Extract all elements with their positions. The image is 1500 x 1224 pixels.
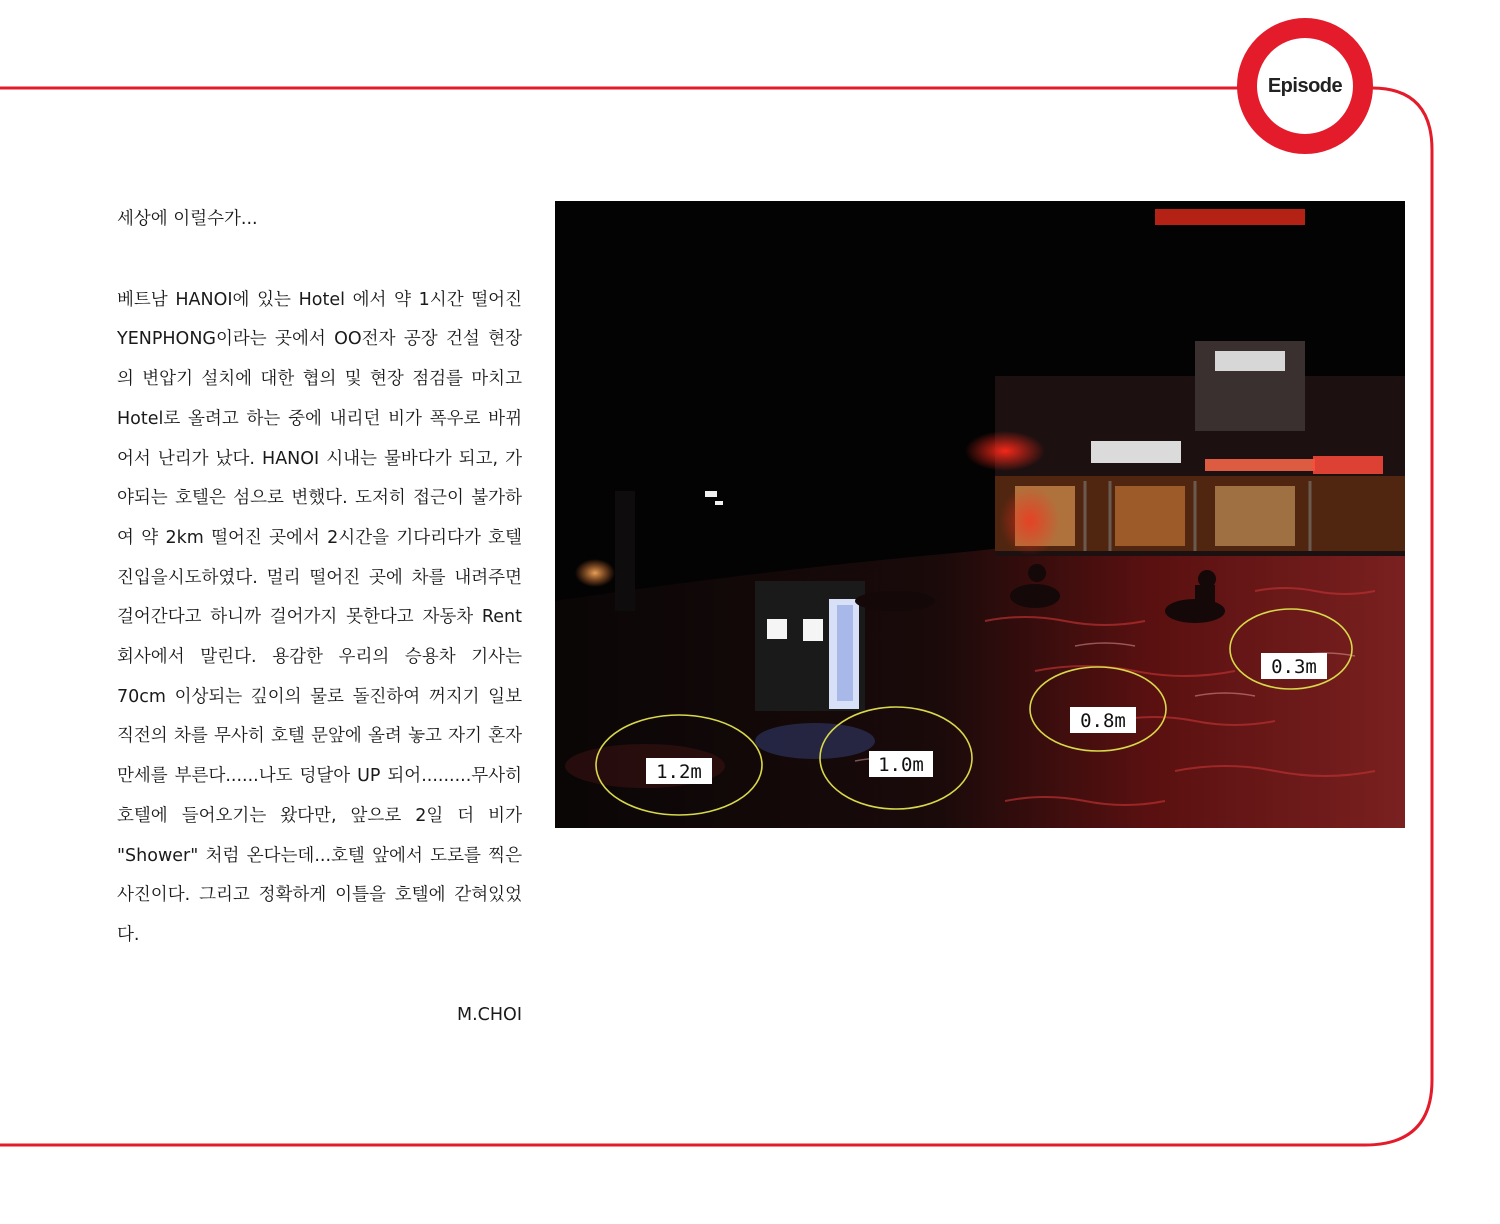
- author-signature: M.CHOI: [457, 1004, 522, 1025]
- depth-label-3: [1070, 707, 1136, 733]
- flood-photo: [555, 201, 1405, 828]
- depth-label-1: [646, 758, 712, 784]
- episode-body: 베트남 HANOI에 있는 Hotel 에서 약 1시간 떨어진 YENPHONG이라는 곳에서 OO전자 공장 건설 현장의 변압기 설치에 대한 협의 및 현장 점검를 마치고Hotel로 올려고 하는 중에 내리던 비가 폭우로 바뀌어서 난리가 났다. HANOI 시내는 물바다가 되고, 가야되는 호텔은 섬으로 변했다. 도저히 접근이 불가하여 약 2km 떨어진 곳에서 2시간을 기다리다가 호텔 진입을시도하였다. 멀리 떨어진 곳에 차를 내려주면 걸어간다고 하니까 걸어가지 못한다고 자동차 Rent 회사에서 말린다. 용감한 우리의 승용차 기사는 70cm 이상되는 깊이의 물로 돌진하여 꺼지기 일보 직전의 차를 무사히 호텔 문앞에 올려 놓고 자기 혼자 만세를 부른다......나도 덩달아 UP 되어.........무사히 호텔에 들어오기는 왔다만, 앞으로 2일 더 비가 "Shower" 처럼 온다는데...호텔 앞에서 도로를 찍은 사진이다. 그리고 정확하게 이틀을 호텔에 갇혀있었다.: [117, 289, 522, 945]
- svg-text:0.8m: 0.8m: [1080, 710, 1126, 732]
- episode-badge-label: Episode: [1267, 74, 1343, 97]
- depth-label-4: [1261, 653, 1327, 679]
- episode-badge: [1237, 18, 1373, 154]
- depth-label-2: [869, 751, 933, 777]
- episode-text: [117, 200, 522, 1035]
- svg-text:0.3m: 0.3m: [1271, 656, 1317, 678]
- intro-line: 세상에 이럴수가...: [117, 209, 258, 229]
- svg-text:1.0m: 1.0m: [878, 754, 924, 776]
- svg-text:1.2m: 1.2m: [656, 761, 702, 783]
